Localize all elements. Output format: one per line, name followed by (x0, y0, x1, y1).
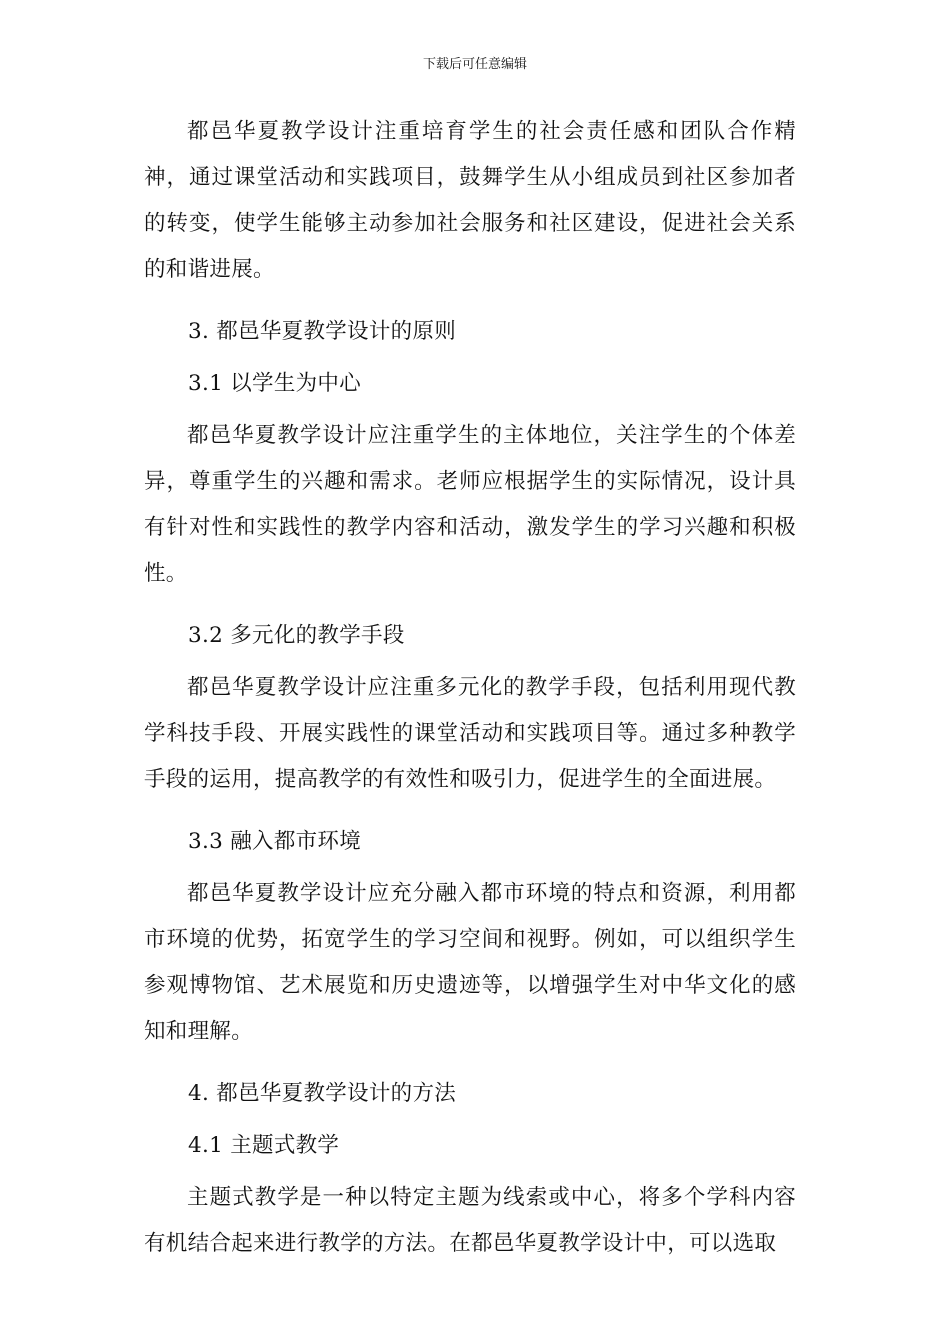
paragraph-thematic-teaching: 主题式教学是一种以特定主题为线索或中心，将多个学科内容有机结合起来进行教学的方法。在都邑华夏教学设计中，可以选取 (144, 1185, 796, 1256)
heading-4-methods: 4. 都邑华夏教学设计的方法 (188, 1081, 457, 1106)
paragraph-social-responsibility: 都邑华夏教学设计注重培育学生的社会责任感和团队合作精神，通过课堂活动和实践项目，鼓舞学生从小组成员到社区参加者的转变，使学生能够主动参加社会服务和社区建设，促进社会关系的和谐进展。 (144, 119, 796, 282)
paragraph-student-centered: 都邑华夏教学设计应注重学生的主体地位，关注学生的个体差异，尊重学生的兴趣和需求。老师应根据学生的实际情况，设计具有针对性和实践性的教学内容和活动，激发学生的学习兴趣和积极性。 (144, 423, 796, 586)
paragraph-urban-environment: 都邑华夏教学设计应充分融入都市环境的特点和资源，利用都市环境的优势，拓宽学生的学习空间和视野。例如，可以组织学生参观博物馆、艺术展览和历史遗迹等，以增强学生对中华文化的感知和理解。 (144, 881, 796, 1044)
heading-3-1-student-centered: 3.1 以学生为中心 (188, 371, 362, 396)
document-body (144, 109, 796, 1283)
page-header: 下载后可任意编辑 (422, 57, 527, 72)
heading-3-2-diverse-means: 3.2 多元化的教学手段 (188, 623, 405, 648)
paragraph-diverse-means: 都邑华夏教学设计应注重多元化的教学手段，包括利用现代教学科技手段、开展实践性的课堂活动和实践项目等。通过多种教学手段的运用，提高教学的有效性和吸引力，促进学生的全面进展。 (144, 675, 796, 792)
heading-3-3-urban-environment: 3.3 融入都市环境 (188, 829, 362, 854)
heading-4-1-thematic-teaching: 4.1 主题式教学 (188, 1133, 340, 1158)
heading-3-principles: 3. 都邑华夏教学设计的原则 (188, 319, 457, 344)
